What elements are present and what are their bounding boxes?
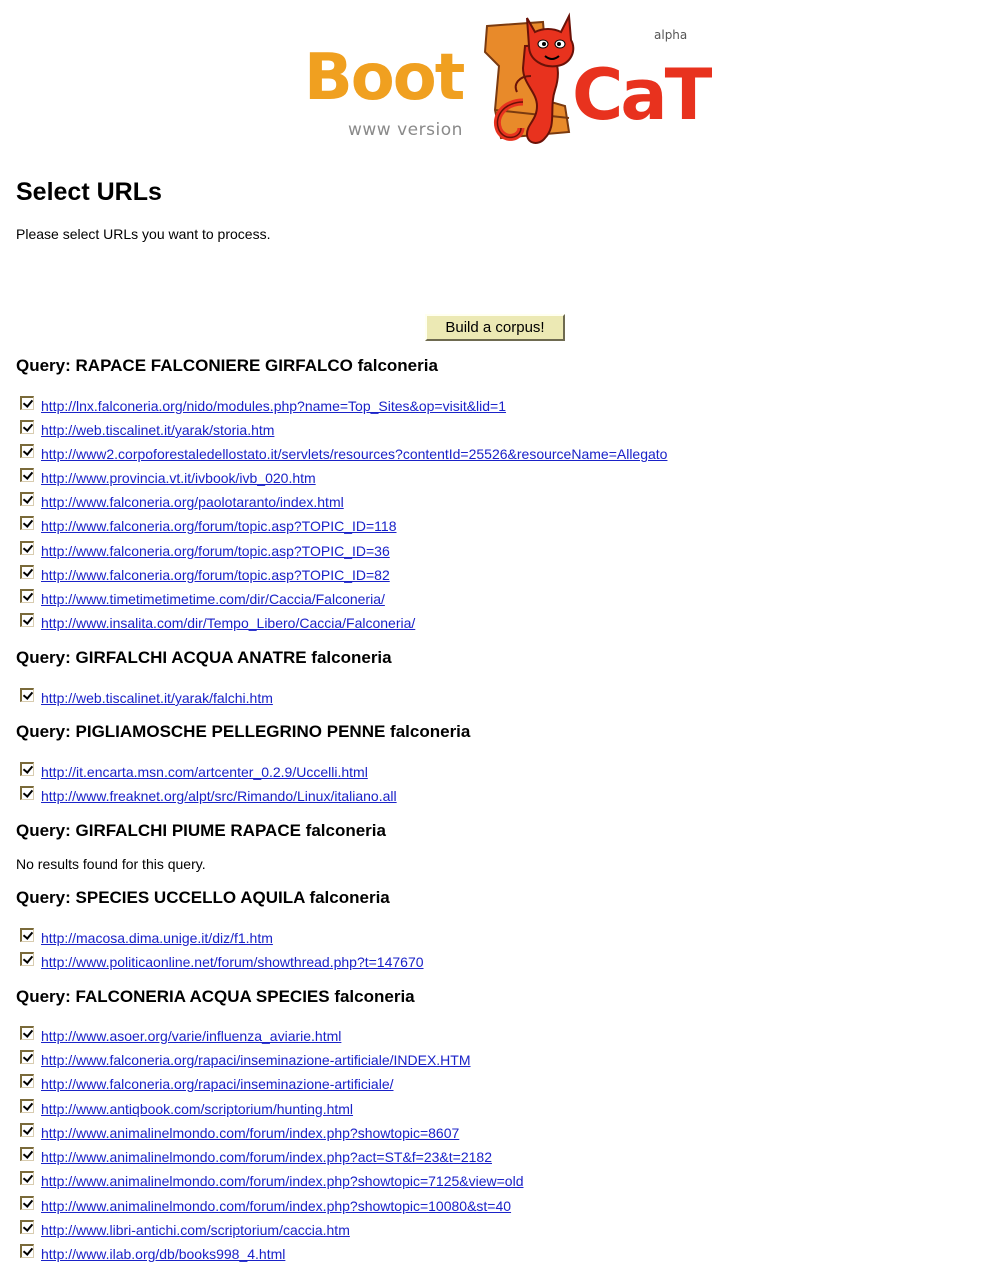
url-checkbox[interactable] [20,420,34,434]
url-link[interactable]: http://macosa.dima.unige.it/diz/f1.htm [41,930,273,946]
cat-in-boot-icon [465,6,583,151]
url-row [20,541,390,561]
url-link[interactable]: http://www.freaknet.org/alpt/src/Rimando/Linux/italiano.all [41,788,397,804]
url-link[interactable]: http://web.tiscalinet.it/yarak/falchi.htm [41,690,273,706]
url-link[interactable]: http://web.tiscalinet.it/yarak/storia.htm [41,422,275,438]
url-checkbox[interactable] [20,1123,34,1137]
url-link[interactable]: http://www.animalinelmondo.com/forum/index.php?showtopic=8607 [41,1125,460,1141]
url-row [20,928,273,948]
url-row [20,516,397,536]
url-link[interactable]: http://www.animalinelmondo.com/forum/index.php?showtopic=10080&st=40 [41,1198,512,1214]
query-heading: Query: FALCONERIA ACQUA SPECIES falconeria [16,987,415,1006]
intro-text: Please select URLs you want to process. [16,226,271,242]
url-link[interactable]: http://lnx.falconeria.org/nido/modules.php?name=Top_Sites&op=visit&lid=1 [41,398,507,414]
url-row [20,396,506,416]
url-link[interactable]: http://www.falconeria.org/forum/topic.asp?TOPIC_ID=36 [41,543,390,559]
url-row [20,492,344,512]
url-row [20,1026,341,1046]
page-title: Select URLs [16,178,162,206]
url-checkbox[interactable] [20,468,34,482]
url-row [20,952,424,972]
url-checkbox[interactable] [20,613,34,627]
url-checkbox[interactable] [20,1171,34,1185]
url-row [20,688,273,708]
url-checkbox[interactable] [20,492,34,506]
url-row [20,1171,524,1191]
url-link[interactable]: http://www.timetimetimetime.com/dir/Caccia/Falconeria/ [41,591,385,607]
url-row [20,444,667,464]
url-row [20,613,415,633]
url-checkbox[interactable] [20,396,34,410]
query-heading: Query: PIGLIAMOSCHE PELLEGRINO PENNE falconeria [16,722,471,741]
query-heading: Query: GIRFALCHI ACQUA ANATRE falconeria [16,648,392,667]
url-link[interactable]: http://www.falconeria.org/paolotaranto/index.html [41,494,344,510]
url-row [20,1123,459,1143]
url-row [20,1147,492,1167]
url-checkbox[interactable] [20,1050,34,1064]
url-checkbox[interactable] [20,516,34,530]
url-checkbox[interactable] [20,762,34,776]
url-checkbox[interactable] [20,444,34,458]
url-row [20,589,385,609]
logo-word-boot: Boot [304,41,464,115]
url-row [20,1244,285,1264]
url-checkbox[interactable] [20,589,34,603]
url-checkbox[interactable] [20,1244,34,1258]
url-link[interactable]: http://www.animalinelmondo.com/forum/index.php?act=ST&f=23&t=2182 [41,1149,492,1165]
query-heading: Query: RAPACE FALCONIERE GIRFALCO falconeria [16,356,438,375]
url-row [20,786,397,806]
url-checkbox[interactable] [20,1074,34,1088]
url-row [20,420,274,440]
url-row [20,762,368,782]
logo-alpha-badge: alpha [654,28,688,42]
url-link[interactable]: http://www.asoer.org/varie/influenza_aviarie.html [41,1028,342,1044]
no-results-text: No results found for this query. [16,856,206,872]
url-checkbox[interactable] [20,786,34,800]
url-row [20,1074,394,1094]
build-corpus-button[interactable]: Build a corpus! [425,314,565,341]
url-link[interactable]: http://www.libri-antichi.com/scriptorium/caccia.htm [41,1222,350,1238]
url-checkbox[interactable] [20,1026,34,1040]
url-link[interactable]: http://www2.corpoforestaledellostato.it/servlets/resources?contentId=25526&resourceName=Allegato [41,446,668,462]
url-link[interactable]: http://www.animalinelmondo.com/forum/index.php?showtopic=7125&view=old [41,1173,524,1189]
url-link[interactable]: http://www.antiqbook.com/scriptorium/hunting.html [41,1101,354,1117]
url-link[interactable]: http://www.insalita.com/dir/Tempo_Libero/Caccia/Falconeria/ [41,615,416,631]
url-link[interactable]: http://www.falconeria.org/rapaci/inseminazione-artificiale/INDEX.HTM [41,1052,471,1068]
url-link[interactable]: http://it.encarta.msn.com/artcenter_0.2.9/Uccelli.html [41,764,368,780]
query-heading: Query: SPECIES UCCELLO AQUILA falconeria [16,888,390,907]
logo-word-cat: CaT [572,54,710,136]
url-checkbox[interactable] [20,541,34,555]
url-checkbox[interactable] [20,928,34,942]
url-row [20,565,390,585]
url-row [20,1050,471,1070]
url-link[interactable]: http://www.politicaonline.net/forum/showthread.php?t=147670 [41,954,424,970]
bootcat-logo [300,6,710,156]
url-link[interactable]: http://www.falconeria.org/forum/topic.asp?TOPIC_ID=118 [41,518,397,534]
query-heading: Query: GIRFALCHI PIUME RAPACE falconeria [16,821,386,840]
url-row [20,1196,511,1216]
url-checkbox[interactable] [20,688,34,702]
url-link[interactable]: http://www.falconeria.org/forum/topic.asp?TOPIC_ID=82 [41,567,390,583]
url-row [20,1220,350,1240]
url-checkbox[interactable] [20,952,34,966]
url-link[interactable]: http://www.falconeria.org/rapaci/inseminazione-artificiale/ [41,1076,394,1092]
url-row [20,468,316,488]
url-checkbox[interactable] [20,1147,34,1161]
url-checkbox[interactable] [20,1196,34,1210]
url-checkbox[interactable] [20,1099,34,1113]
url-link[interactable]: http://www.provincia.vt.it/ivbook/ivb_020.htm [41,470,316,486]
url-checkbox[interactable] [20,565,34,579]
logo-subtitle: www version [348,120,463,140]
url-row [20,1099,353,1119]
url-link[interactable]: http://www.ilab.org/db/books998_4.html [41,1246,286,1262]
url-checkbox[interactable] [20,1220,34,1234]
